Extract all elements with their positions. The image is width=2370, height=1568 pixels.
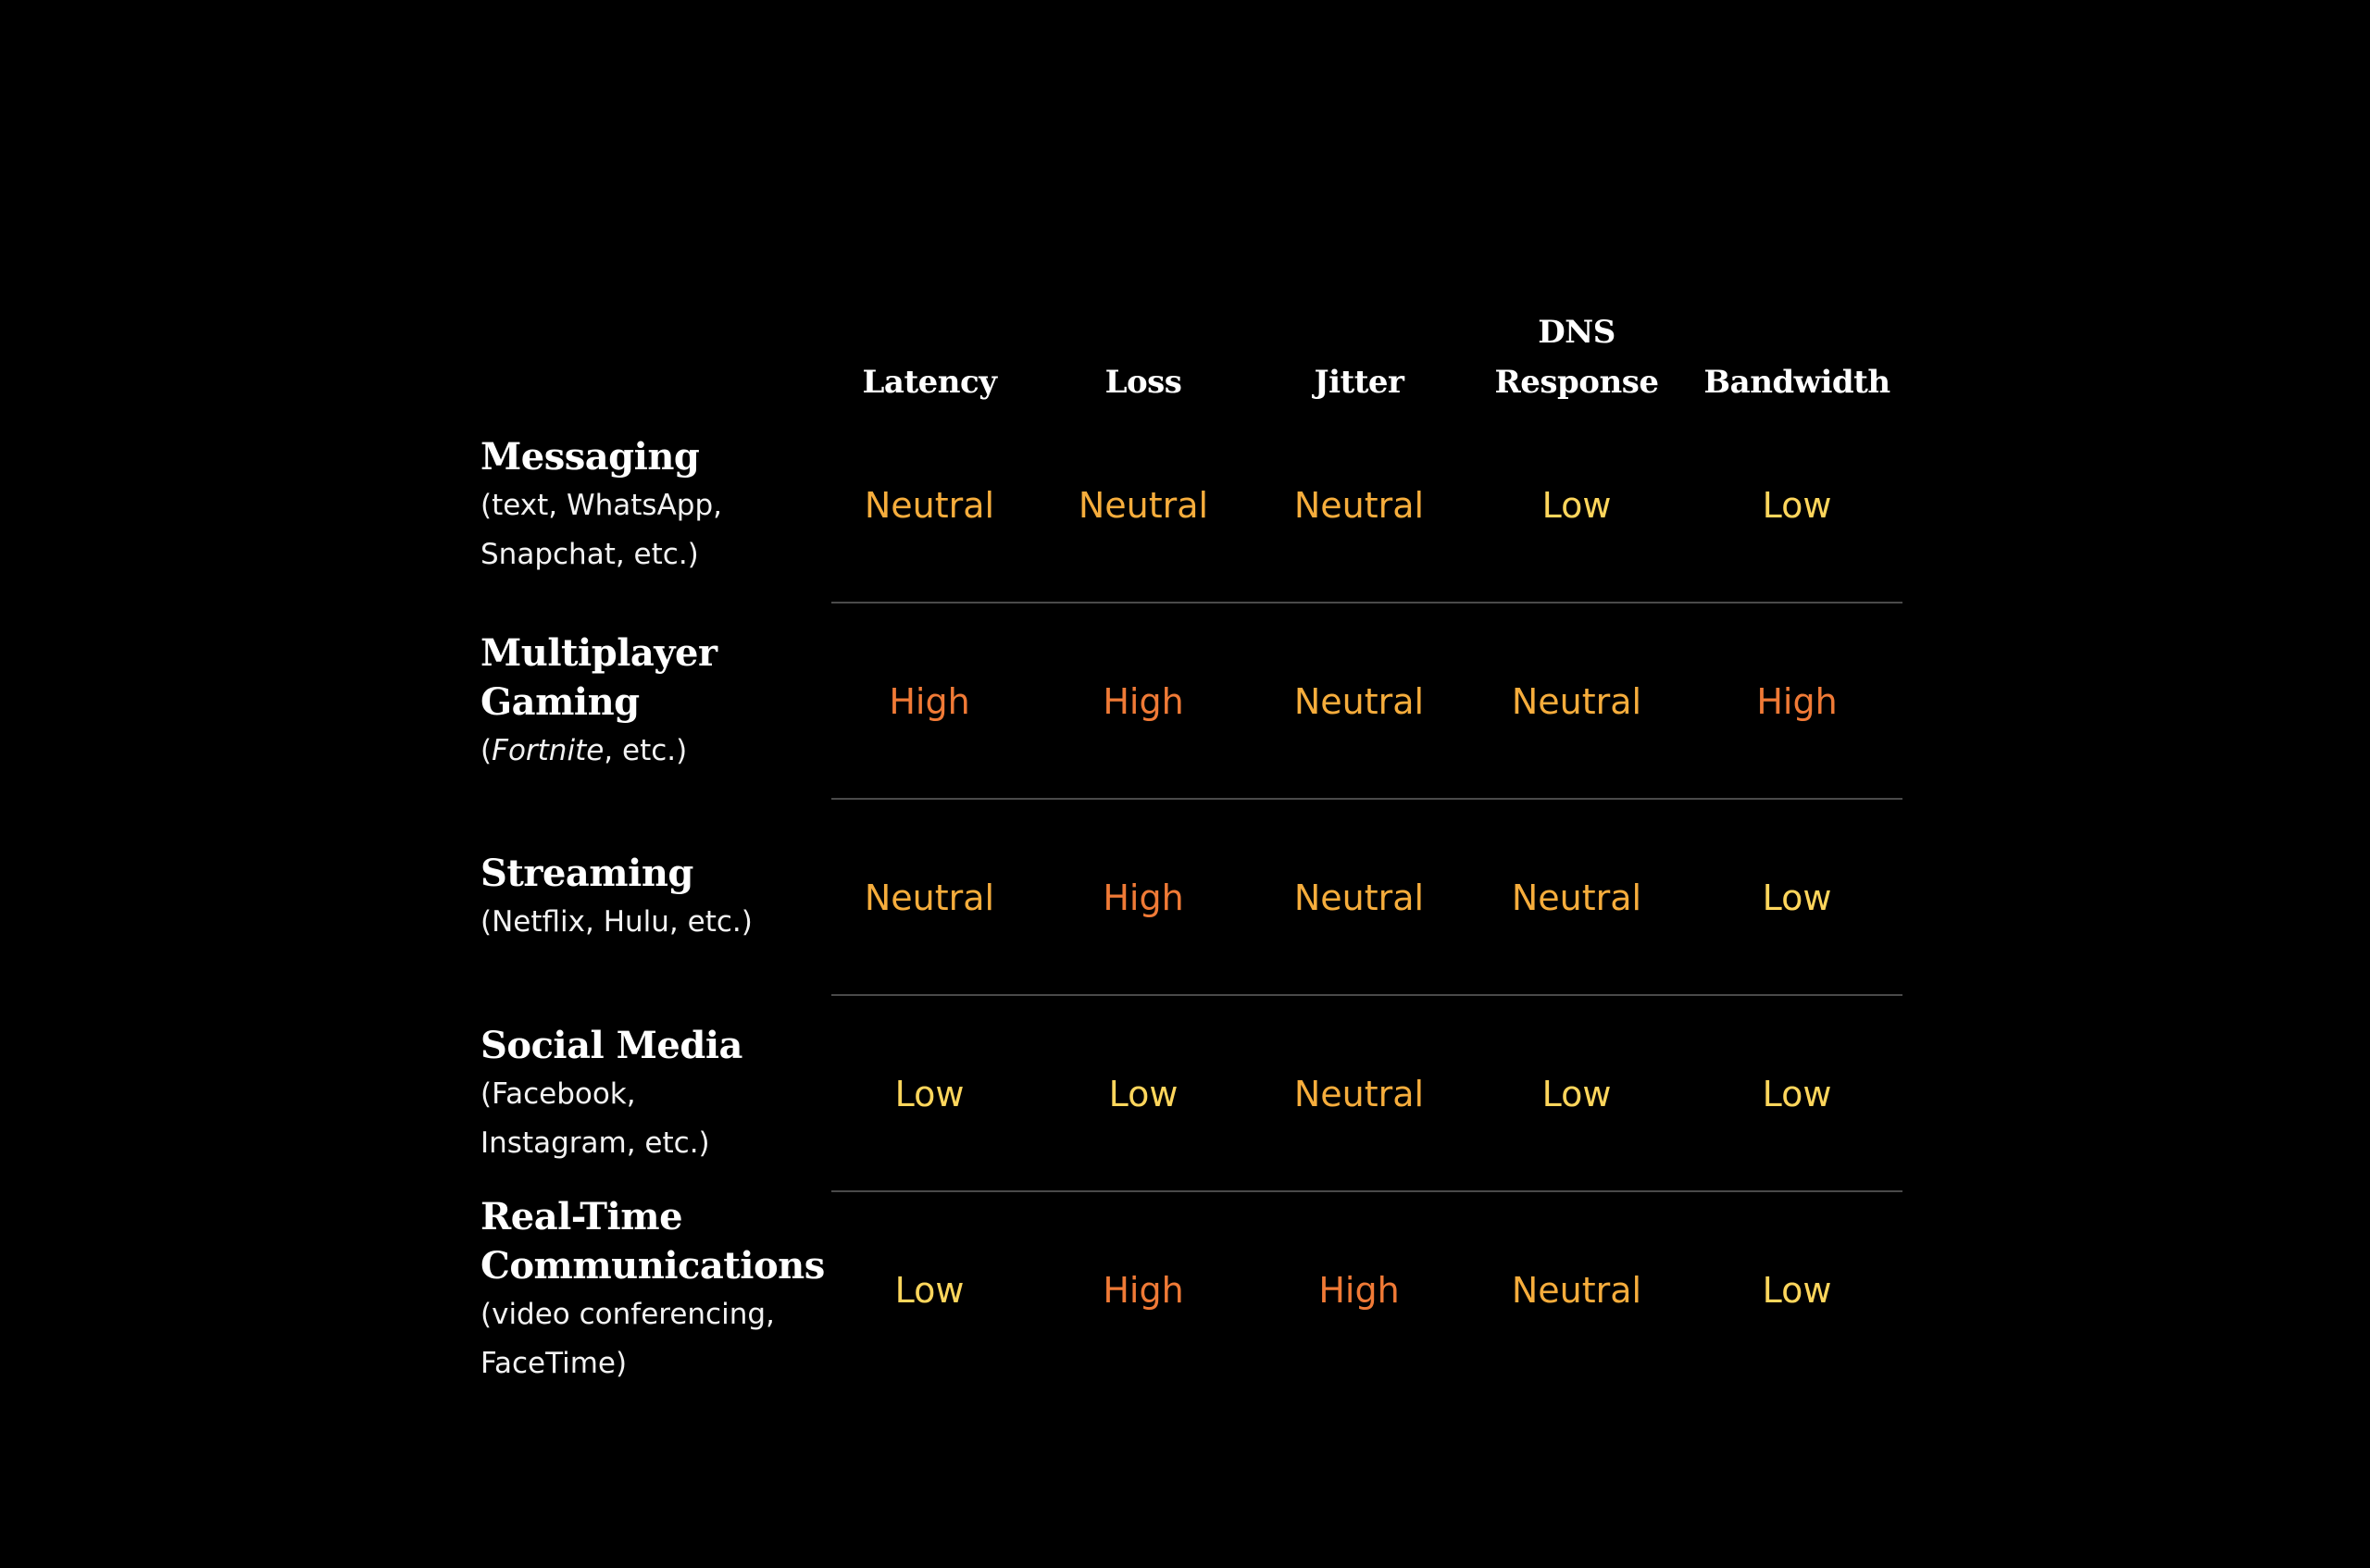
table-row-multiplayer-gaming (480, 604, 1902, 800)
row-label (480, 1192, 832, 1388)
cell-dns-response: Low (1541, 485, 1612, 526)
cell-jitter: Neutral (1293, 485, 1425, 526)
cell-latency: Low (894, 1074, 965, 1114)
column-header-loss: Loss (1104, 364, 1182, 401)
subtitle-italic-title: Fortnite (492, 733, 605, 767)
row-title-line: Real-Time (480, 1195, 683, 1238)
cell-bandwidth: Low (1762, 877, 1832, 918)
row-subtitle-line: FaceTime) (480, 1347, 628, 1380)
row-label (480, 800, 832, 996)
table-row-messaging (480, 407, 1902, 604)
cell-dns-response: Neutral (1511, 681, 1642, 722)
row-label (480, 996, 832, 1192)
subtitle-suffix: , etc.) (604, 733, 688, 767)
row-title-line: Multiplayer (480, 630, 717, 675)
cell-loss: Neutral (1078, 485, 1209, 526)
row-subtitle-line: Snapchat, etc.) (480, 537, 699, 571)
row-label (480, 604, 832, 800)
column-header-jitter: Jitter (1314, 364, 1404, 401)
cell-jitter: Neutral (1293, 681, 1425, 722)
row-subtitle-line: (text, WhatsApp, (480, 488, 723, 522)
row-title-line: Gaming (480, 679, 640, 724)
cell-loss: High (1103, 1270, 1184, 1311)
subtitle-prefix: ( (480, 733, 493, 767)
cell-latency: Neutral (864, 485, 995, 526)
row-subtitle-line (480, 727, 832, 776)
row-subtitle-line: (video conferencing, (480, 1298, 775, 1331)
row-label (480, 407, 832, 604)
table-row-real-time-communications (480, 1192, 1902, 1388)
row-subtitle-line: (Facebook, (480, 1076, 636, 1111)
cell-dns-response: Neutral (1511, 1270, 1642, 1311)
cell-bandwidth: High (1756, 681, 1838, 722)
cell-dns-response: Neutral (1511, 877, 1642, 918)
cell-loss: High (1103, 681, 1184, 722)
column-header-row (480, 305, 1902, 407)
row-subtitle-line: Instagram, etc.) (480, 1126, 710, 1160)
cell-jitter: Neutral (1293, 1074, 1425, 1114)
table-row-social-media (480, 996, 1902, 1192)
cell-loss: Low (1108, 1074, 1179, 1114)
cell-latency: Neutral (864, 877, 995, 918)
cell-latency: High (889, 681, 970, 722)
cell-bandwidth: Low (1762, 485, 1832, 526)
cell-bandwidth: Low (1762, 1074, 1832, 1114)
cell-jitter: High (1318, 1270, 1400, 1311)
table-row-streaming (480, 800, 1902, 996)
impact-matrix (480, 305, 1902, 1388)
cell-jitter: Neutral (1293, 877, 1425, 918)
cell-bandwidth: Low (1762, 1270, 1832, 1311)
row-title: Messaging (480, 434, 700, 479)
column-header-latency: Latency (862, 364, 997, 401)
cell-latency: Low (894, 1270, 965, 1311)
column-header-bandwidth: Bandwidth (1703, 364, 1890, 401)
cell-loss: High (1103, 877, 1184, 918)
row-title: Social Media (480, 1023, 742, 1067)
row-subtitle-line: (Netflix, Hulu, etc.) (480, 905, 753, 939)
row-title: Streaming (480, 852, 693, 895)
cell-dns-response: Low (1541, 1074, 1612, 1114)
row-title-line: Communications (480, 1244, 825, 1288)
column-header-dns-response: DNS Response (1494, 314, 1659, 401)
